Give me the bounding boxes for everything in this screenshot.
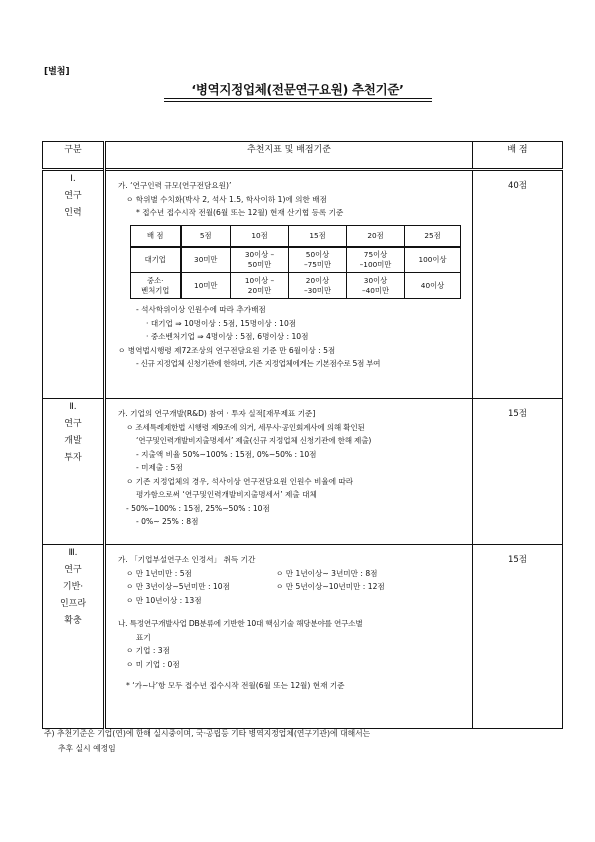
subtable-cell: 30미만	[181, 247, 231, 273]
subtable-cell: 100이상	[405, 247, 461, 273]
criteria-cell	[105, 399, 473, 545]
criteria-line: ㅇ 기존 지정업체의 경우, 석사이상 연구전담요원 인원수 비율에 따라	[126, 476, 354, 486]
subtable-header-cell: 5점	[181, 225, 231, 247]
criteria-line: 평가함으로써 ‘연구및인력개발비지출명세서’ 제출 대체	[136, 490, 317, 499]
criteria-line: - 지출액 비율 50%~100% : 15점, 0%~50% : 10점	[136, 449, 317, 459]
header-category: 구분	[43, 142, 105, 170]
criteria-item: ㅇ 만 10년이상 : 13점	[126, 595, 202, 605]
subtable-cell: 중소· 벤처기업	[131, 273, 181, 299]
category-numeral: Ⅰ.	[70, 174, 76, 184]
header-score: 배 점	[473, 142, 563, 170]
criteria-line: ‘연구및인력개발비지출명세서’ 제출(신규 지정업체 신청기관에 한해 제출)	[136, 436, 372, 445]
subtable-cell: 30이상 –40미만	[347, 273, 405, 299]
subtable-header-cell: 15점	[289, 225, 347, 247]
subtable-header-cell: 배 점	[131, 225, 181, 247]
criteria-item: ㅇ 만 1년미만 : 5점	[126, 568, 192, 578]
category-cell	[43, 545, 105, 729]
category-label-line: 개발	[64, 436, 82, 446]
criteria-heading: 가. ‘연구인력 규모(연구전담요원)’	[118, 181, 232, 190]
subtable-row	[131, 247, 461, 273]
criteria-line: ㅇ 미 기업 : 0점	[126, 659, 180, 669]
category-label-line: 기반·	[62, 582, 84, 592]
criteria-item: ㅇ 만 1년이상~ 3년미만 : 8점	[276, 568, 378, 578]
criteria-footnote: * ‘가~나’항 모두 접수년 접수시작 전월(6월 또는 12월) 현재 기준	[126, 681, 345, 690]
criteria-pair-line	[118, 580, 466, 594]
subtable-cell: 20이상 –30미만	[289, 273, 347, 299]
subtable-cell: 대기업	[131, 247, 181, 273]
subtable-cell: 40이상	[405, 273, 461, 299]
category-numeral: Ⅲ.	[68, 548, 78, 558]
criteria-line: 표기	[136, 632, 151, 642]
criteria-table	[42, 141, 563, 729]
footnote-note	[44, 726, 554, 756]
subtable-cell: 30이상 – 50미만	[231, 247, 289, 273]
table-header-row	[43, 142, 563, 170]
title-underline-second	[164, 101, 432, 102]
section-row-rnd-investment	[43, 399, 563, 545]
criteria-line: ㅇ 병역법시행령 제72조상의 연구전담요원 기준 만 6월이상 : 5점	[118, 345, 336, 355]
criteria-cell	[105, 545, 473, 729]
criteria-line: ㅇ 조세특례제한법 시행령 제9조에 의거, 세무사·공인회계사에 의해 확인된	[126, 422, 365, 432]
criteria-line: ㅇ 기업 : 3점	[126, 646, 170, 655]
category-label-line: 투자	[64, 453, 82, 463]
subtable-header-cell: 25점	[405, 225, 461, 247]
page-title: ‘병역지정업체(전문연구요원) 추천기준’	[191, 82, 404, 97]
category-label-line: 인프라	[59, 599, 87, 609]
category-label-line: 연구	[64, 419, 82, 429]
header-criteria: 추천지표 및 배점기준	[105, 142, 473, 170]
criteria-pair-line	[118, 567, 466, 581]
criteria-line: ㅇ 학위별 수치화(박사 2, 석사 1.5, 학사이하 1)에 의한 배점	[126, 194, 327, 204]
criteria-item: ㅇ 만 3년이상~5년미만 : 10점	[126, 582, 230, 591]
category-label-line: 연구	[64, 191, 82, 201]
subtable-row	[131, 273, 461, 299]
section-row-research-staff	[43, 170, 563, 399]
score-cell: 15점	[473, 545, 563, 729]
note-line: 주) 추천기준은 기업(연)에 한해 실시중이며, 국·공립등 기타 병역지정업체(연구기관)에 대해서는	[44, 729, 371, 738]
subtable-cell: 75이상 –100미만	[347, 247, 405, 273]
subtable-cell: 50이상 –75미만	[289, 247, 347, 273]
criteria-line: - 50%~100% : 15점, 25%~50% : 10점	[126, 503, 270, 513]
criteria-cell	[105, 170, 473, 399]
criteria-item: ㅇ 만 5년이상~10년미만 : 12점	[276, 582, 385, 591]
title-underline	[164, 98, 432, 99]
criteria-line: - 신규 지정업체 신청기관에 한하며, 기존 지정업체에게는 기본점수로 5점 부여	[136, 359, 381, 368]
criteria-line: - 석사학위이상 인원수에 따라 추가배점	[136, 305, 266, 314]
category-cell	[43, 399, 105, 545]
criteria-line: · 중소벤처기업 ⇒ 4명이상 : 5점, 6명이상 : 10점	[146, 332, 309, 341]
criteria-heading: 가. 「기업부설연구소 인정서」 취득 기간	[118, 555, 256, 564]
category-label-line: 확충	[64, 616, 82, 626]
criteria-heading: 가. 기업의 연구개발(R&D) 참여 · 투자 실적[재무제표 기준]	[118, 409, 316, 418]
criteria-line: · 대기업 ⇒ 10명이상 : 5점, 15명이상 : 10점	[146, 318, 297, 328]
subtable-cell: 10이상 – 20미만	[231, 273, 289, 299]
criteria-line: * 접수년 접수시작 전월(6월 또는 12월) 현재 산기협 등록 기준	[136, 208, 344, 217]
subtable-header-cell: 10점	[231, 225, 289, 247]
criteria-line: - 0%~ 25% : 8점	[136, 517, 199, 526]
attachment-label: [별첨]	[44, 67, 70, 77]
subtable-header-cell: 20점	[347, 225, 405, 247]
section-row-infrastructure	[43, 545, 563, 729]
subtable-cell: 10미만	[181, 273, 231, 299]
score-subtable	[130, 225, 461, 300]
note-line: 추후 실시 예정임	[58, 744, 116, 753]
score-cell: 15점	[473, 399, 563, 545]
category-label-line: 인력	[64, 208, 82, 218]
score-cell: 40점	[473, 170, 563, 399]
criteria-heading: 나. 특정연구개발사업 DB분류에 기반한 10대 핵심기술 해당분야를 연구소별	[118, 619, 363, 628]
category-label-line: 연구	[64, 565, 82, 575]
category-numeral: Ⅱ.	[69, 402, 77, 412]
category-cell	[43, 170, 105, 399]
subtable-header-row	[131, 225, 461, 247]
criteria-line: - 미제출 : 5점	[136, 463, 183, 472]
